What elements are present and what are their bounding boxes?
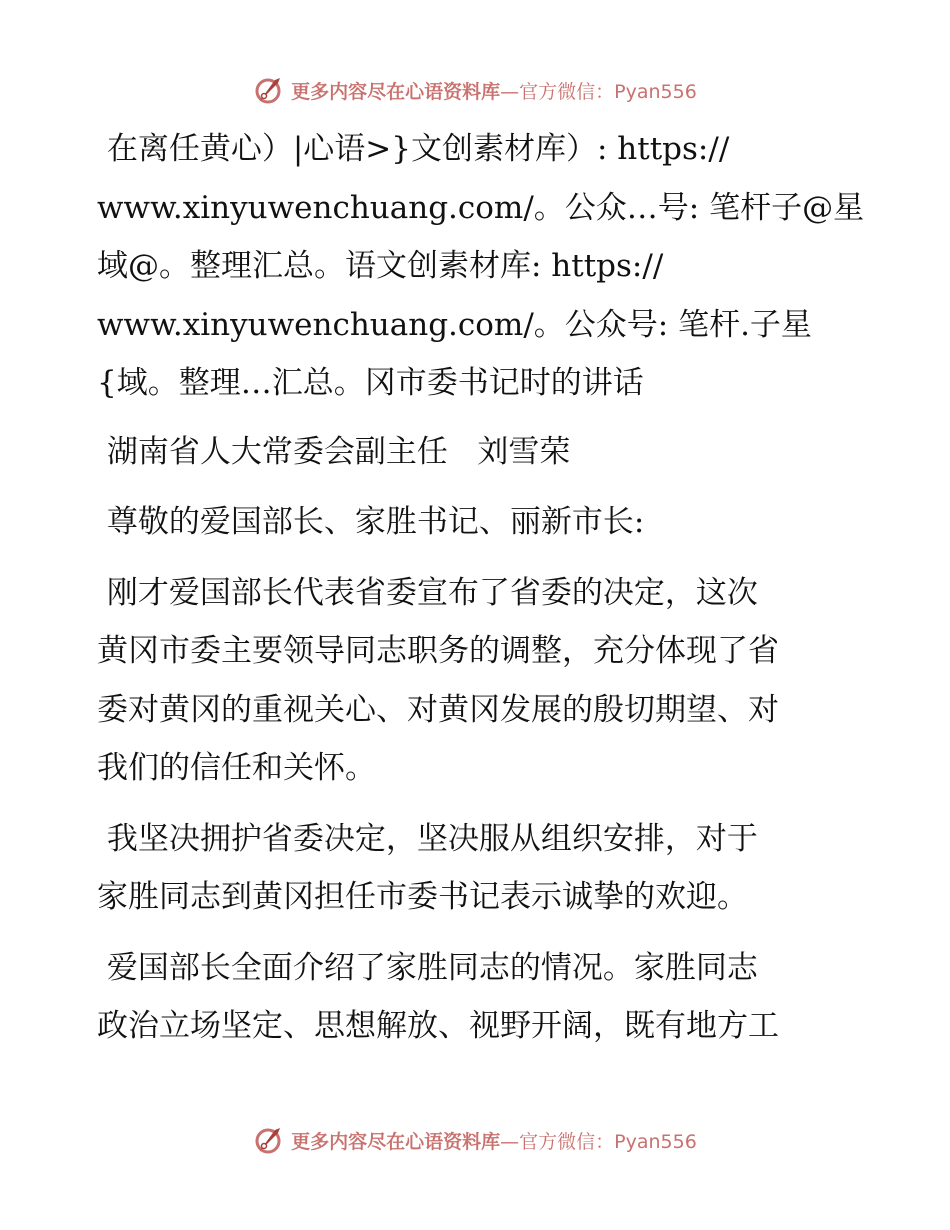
footer-banner [0, 1120, 950, 1160]
footer-banner-wechat: 官方微信：Pyan556 [519, 1130, 697, 1153]
footer-banner-inner [253, 1124, 697, 1156]
paragraph-line: 在离任黄心）|心语>}文创素材库）: https:// [97, 131, 730, 167]
paragraph [97, 120, 865, 413]
paragraph-line: {域。整理…汇总。冈市委书记时的讲话 [97, 365, 644, 401]
paragraph [97, 564, 857, 798]
header-banner-wechat: 官方微信：Pyan556 [519, 80, 697, 103]
paragraph-line: 刚才爱国部长代表省委宣布了省委的决定，这次 [97, 574, 758, 611]
paragraph-line: 委对黄冈的重视关心、对黄冈发展的殷切期望、对 [97, 691, 779, 728]
header-banner-text [291, 77, 697, 104]
paragraph-line: 尊敬的爱国部长、家胜书记、丽新市长: [97, 504, 645, 540]
paragraph [97, 810, 857, 927]
paragraph-line: 家胜同志到黄冈担任市委书记表示诚挚的欢迎。 [97, 879, 748, 915]
paragraph [97, 939, 857, 1056]
paragraph-line: 我们的信任和关怀。 [97, 750, 376, 786]
quill-logo-icon [253, 74, 285, 106]
footer-banner-main: 更多内容尽在心语资料库 [291, 1130, 501, 1153]
paragraph-line: www.xinyuwenchuang.com/。公众号: 笔杆.子星 [97, 306, 812, 343]
header-banner-separator: — [500, 80, 520, 103]
header-banner-inner [253, 74, 697, 106]
paragraph-line: 爱国部长全面介绍了家胜同志的情况。家胜同志 [97, 949, 758, 986]
paragraph-line: 域@。整理汇总。语文创素材库: https:// [97, 248, 664, 284]
footer-banner-text [291, 1127, 697, 1154]
paragraph [97, 493, 857, 552]
footer-banner-separator: — [500, 1130, 520, 1153]
paragraph-line: www.xinyuwenchuang.com/。公众…号: 笔杆子@星 [97, 189, 865, 226]
quill-logo-icon [253, 1124, 285, 1156]
paragraph [97, 423, 857, 482]
header-banner [0, 70, 950, 110]
paragraph-line: 湖南省人大常委会副主任 刘雪荣 [97, 433, 571, 470]
paragraph-line: 我坚决拥护省委决定，坚决服从组织安排，对于 [97, 820, 758, 857]
paragraph-line: 黄冈市委主要领导同志职务的调整，充分体现了省 [97, 633, 779, 669]
document-body [97, 120, 865, 1068]
paragraph-line: 政治立场坚定、思想解放、视野开阔，既有地方工 [97, 1008, 779, 1044]
header-banner-main: 更多内容尽在心语资料库 [291, 80, 501, 103]
